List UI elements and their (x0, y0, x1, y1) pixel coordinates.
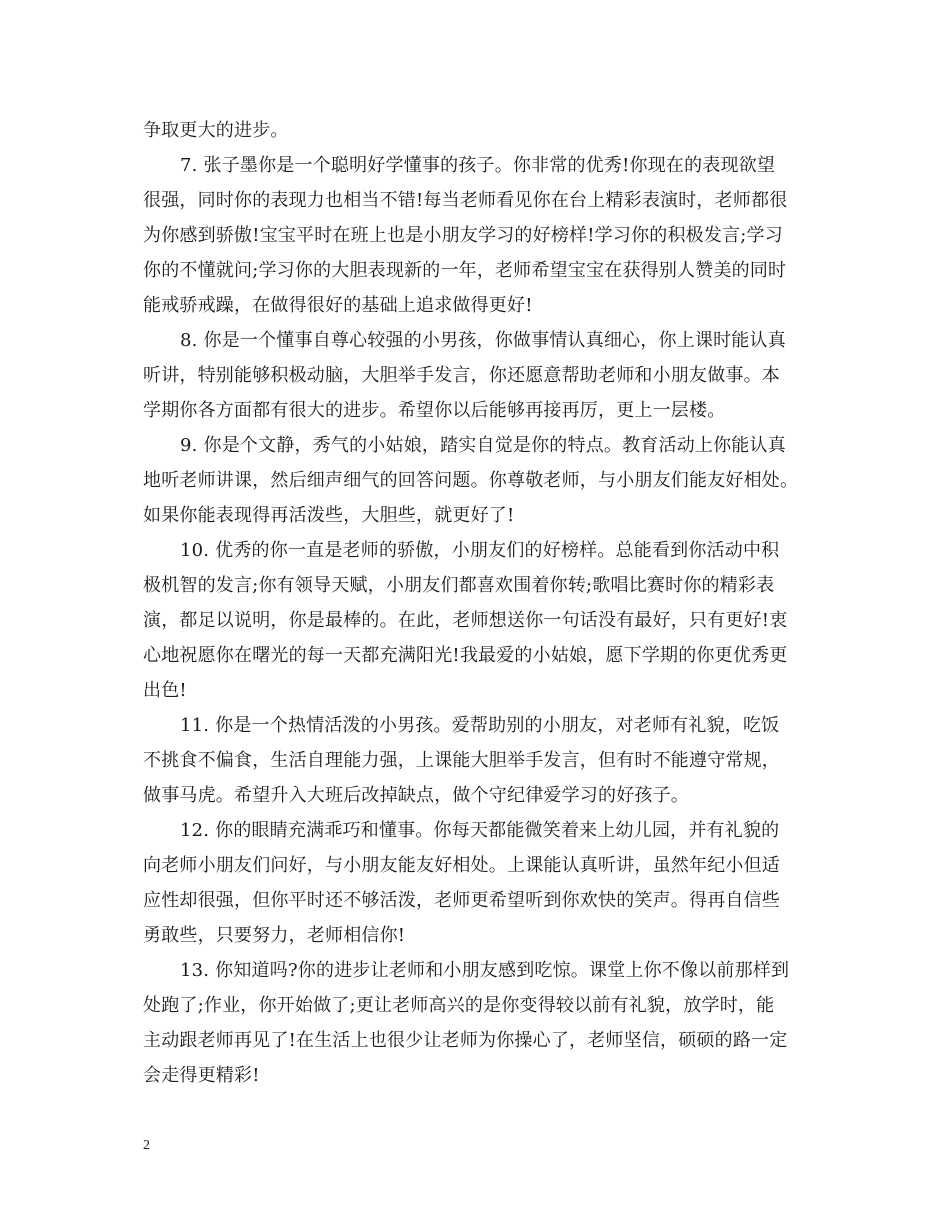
text-line: 能戒骄戒躁，在做得很好的基础上追求做得更好! (143, 295, 533, 316)
paragraph-11 (143, 708, 823, 813)
text-line: 应性却很强，但你平时还不够活泼，老师更希望听到你欢快的笑声。得再自信些 (143, 890, 780, 911)
document-body (143, 113, 823, 1093)
text-line: 极机智的发言;你有领导天赋，小朋友们都喜欢围着你转;歌唱比赛时你的精彩表 (143, 575, 775, 596)
text-line: 不挑食不偏食，生活自理能力强，上课能大胆举手发言，但有时不能遵守常规， (143, 750, 780, 771)
text-line: 处跑了;作业，你开始做了;更让老师高兴的是你变得较以前有礼貌，放学时，能 (143, 995, 775, 1016)
paragraph-7 (143, 148, 823, 323)
paragraph-10 (143, 533, 823, 708)
text-line: 地听老师讲课，然后细声细气的回答问题。你尊敬老师，与小朋友们能友好相处。 (143, 470, 799, 491)
text-line: 争取更大的进步。 (143, 120, 289, 141)
text-line: 为你感到骄傲!宝宝平时在班上也是小朋友学习的好榜样!学习你的积极发言;学习 (143, 225, 783, 246)
text-line: 13. 你知道吗?你的进步让老师和小朋友感到吃惊。课堂上你不像以前那样到 (180, 960, 790, 981)
paragraph-8 (143, 323, 823, 428)
text-line: 如果你能表现得再活泼些，大胆些，就更好了! (143, 505, 515, 526)
page-number: 2 (143, 1138, 150, 1153)
paragraph-13 (143, 953, 823, 1093)
text-line: 出色! (143, 680, 187, 701)
text-line: 7. 张子墨你是一个聪明好学懂事的孩子。你非常的优秀!你现在的表现欲望 (180, 155, 776, 176)
text-line: 12. 你的眼睛充满乖巧和懂事。你每天都能微笑着来上幼儿园，并有礼貌的 (180, 820, 780, 841)
paragraph-continuation (143, 113, 823, 148)
text-line: 10. 优秀的你一直是老师的骄傲，小朋友们的好榜样。总能看到你活动中积 (180, 540, 780, 561)
text-line: 主动跟老师再见了!在生活上也很少让老师为你操心了，老师坚信，硕硕的路一定 (143, 1030, 788, 1051)
text-line: 勇敢些，只要努力，老师相信你! (143, 925, 406, 946)
text-line: 会走得更精彩! (143, 1065, 260, 1086)
text-line: 演，都足以说明，你是最棒的。在此，老师想送你一句话没有最好，只有更好!衷 (143, 610, 788, 631)
text-line: 你的不懂就问;学习你的大胆表现新的一年，老师希望宝宝在获得别人赞美的同时 (143, 260, 787, 281)
text-line: 向老师小朋友们问好，与小朋友能友好相处。上课能认真听讲，虽然年纪小但适 (143, 855, 780, 876)
text-line: 11. 你是一个热情活泼的小男孩。爱帮助别的小朋友，对老师有礼貌，吃饭 (180, 715, 780, 736)
text-line: 学期你各方面都有很大的进步。希望你以后能够再接再厉，更上一层楼。 (143, 400, 726, 421)
paragraph-12 (143, 813, 823, 953)
text-line: 做事马虎。希望升入大班后改掉缺点，做个守纪律爱学习的好孩子。 (143, 785, 689, 806)
paragraph-9 (143, 428, 823, 533)
text-line: 8. 你是一个懂事自尊心较强的小男孩，你做事情认真细心，你上课时能认真 (180, 330, 786, 351)
text-line: 心地祝愿你在曙光的每一天都充满阳光!我最爱的小姑娘，愿下学期的你更优秀更 (143, 645, 788, 666)
text-line: 听讲，特别能够积极动脑，大胆举手发言，你还愿意帮助老师和小朋友做事。本 (143, 365, 780, 386)
text-line: 很强，同时你的表现力也相当不错!每当老师看见你在台上精彩表演时，老师都很 (143, 190, 788, 211)
text-line: 9. 你是个文静，秀气的小姑娘，踏实自觉是你的特点。教育活动上你能认真 (180, 435, 786, 456)
